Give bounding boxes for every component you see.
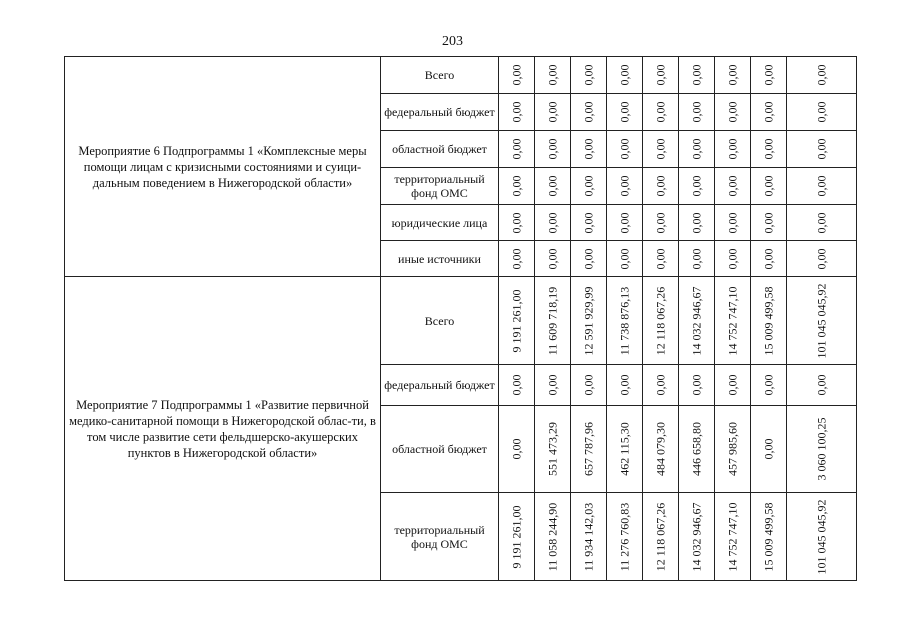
funding-source: областной бюджет: [381, 406, 499, 493]
table-row: [65, 277, 857, 365]
funding-source: иные источники: [381, 241, 499, 277]
value-cell: 0,00: [787, 205, 857, 241]
value-cell: 12 118 067,26: [643, 493, 679, 581]
value-cell: 0,00: [535, 365, 571, 406]
value-cell: 0,00: [643, 205, 679, 241]
funding-source: федеральный бюджет: [381, 365, 499, 406]
value-cell: 0,00: [535, 131, 571, 168]
value-cell: 0,00: [751, 365, 787, 406]
value-cell: 0,00: [679, 365, 715, 406]
value-cell: 0,00: [607, 205, 643, 241]
value-cell: 0,00: [499, 131, 535, 168]
value-cell: 101 045 045,92: [787, 277, 857, 365]
value-cell: 0,00: [787, 57, 857, 94]
value-cell: 0,00: [787, 131, 857, 168]
value-cell: 9 191 261,00: [499, 277, 535, 365]
value-cell: 0,00: [535, 94, 571, 131]
value-cell: 0,00: [571, 241, 607, 277]
value-cell: 0,00: [751, 241, 787, 277]
page-number: 203: [442, 34, 463, 49]
value-cell: 11 738 876,13: [607, 277, 643, 365]
value-cell: 0,00: [751, 168, 787, 205]
value-cell: 14 752 747,10: [715, 277, 751, 365]
value-cell: 0,00: [607, 241, 643, 277]
value-cell: 446 658,80: [679, 406, 715, 493]
value-cell: 0,00: [499, 205, 535, 241]
value-cell: 0,00: [787, 94, 857, 131]
value-cell: 0,00: [499, 365, 535, 406]
funding-source: территориальный фонд ОМС: [381, 493, 499, 581]
value-cell: 0,00: [715, 94, 751, 131]
value-cell: 457 985,60: [715, 406, 751, 493]
value-cell: 0,00: [679, 241, 715, 277]
value-cell: 0,00: [499, 168, 535, 205]
value-cell: 0,00: [643, 168, 679, 205]
value-cell: 0,00: [643, 131, 679, 168]
value-cell: 484 079,30: [643, 406, 679, 493]
value-cell: 0,00: [571, 57, 607, 94]
value-cell: 0,00: [571, 168, 607, 205]
value-cell: 0,00: [607, 365, 643, 406]
value-cell: 0,00: [715, 168, 751, 205]
value-cell: 0,00: [751, 406, 787, 493]
value-cell: 101 045 045,92: [787, 493, 857, 581]
value-cell: 0,00: [715, 131, 751, 168]
value-cell: 0,00: [499, 94, 535, 131]
value-cell: 0,00: [715, 241, 751, 277]
value-cell: 0,00: [535, 168, 571, 205]
value-cell: 0,00: [643, 241, 679, 277]
value-cell: 12 591 929,99: [571, 277, 607, 365]
value-cell: 11 934 142,03: [571, 493, 607, 581]
event-title-7: Мероприятие 7 Подпрограммы 1 «Развитие первичной медико-санитарной помощи в Нижегородской облас-ти, в том числе развитие сети фельдшерско-акушерских пунктов в Нижегородской области»: [65, 277, 381, 581]
funding-source: Всего: [381, 277, 499, 365]
value-cell: 0,00: [607, 168, 643, 205]
value-cell: 0,00: [751, 57, 787, 94]
value-cell: 0,00: [715, 365, 751, 406]
value-cell: 0,00: [571, 365, 607, 406]
value-cell: 11 609 718,19: [535, 277, 571, 365]
value-cell: 0,00: [643, 57, 679, 94]
value-cell: 0,00: [571, 205, 607, 241]
value-cell: 462 115,30: [607, 406, 643, 493]
funding-source: федеральный бюджет: [381, 94, 499, 131]
value-cell: 551 473,29: [535, 406, 571, 493]
value-cell: 11 058 244,90: [535, 493, 571, 581]
value-cell: 0,00: [499, 406, 535, 493]
value-cell: 0,00: [535, 57, 571, 94]
value-cell: 0,00: [499, 241, 535, 277]
value-cell: 0,00: [751, 94, 787, 131]
value-cell: 0,00: [643, 94, 679, 131]
value-cell: 0,00: [643, 365, 679, 406]
value-cell: 657 787,96: [571, 406, 607, 493]
value-cell: 15 009 499,58: [751, 493, 787, 581]
value-cell: 9 191 261,00: [499, 493, 535, 581]
value-cell: 15 009 499,58: [751, 277, 787, 365]
funding-source: территориальный фонд ОМС: [381, 168, 499, 205]
value-cell: 11 276 760,83: [607, 493, 643, 581]
value-cell: 0,00: [787, 241, 857, 277]
budget-table: [64, 56, 857, 581]
value-cell: 0,00: [571, 131, 607, 168]
value-cell: 0,00: [679, 205, 715, 241]
value-cell: 0,00: [715, 205, 751, 241]
value-cell: 0,00: [607, 57, 643, 94]
value-cell: 0,00: [535, 205, 571, 241]
value-cell: 0,00: [787, 168, 857, 205]
event-title-6: Мероприятие 6 Подпрограммы 1 «Комплексные меры помощи лицам с кризисными состояниями и суици-дальным поведением в Нижегородской области»: [65, 57, 381, 277]
value-cell: 0,00: [535, 241, 571, 277]
value-cell: 0,00: [787, 365, 857, 406]
value-cell: 0,00: [679, 57, 715, 94]
value-cell: 3 060 100,25: [787, 406, 857, 493]
value-cell: 0,00: [607, 131, 643, 168]
value-cell: 0,00: [751, 205, 787, 241]
funding-source: юридические лица: [381, 205, 499, 241]
value-cell: 0,00: [679, 131, 715, 168]
value-cell: 0,00: [679, 168, 715, 205]
value-cell: 14 032 946,67: [679, 277, 715, 365]
value-cell: 0,00: [607, 94, 643, 131]
value-cell: 0,00: [715, 57, 751, 94]
value-cell: 12 118 067,26: [643, 277, 679, 365]
value-cell: 14 032 946,67: [679, 493, 715, 581]
value-cell: 0,00: [679, 94, 715, 131]
value-cell: 0,00: [499, 57, 535, 94]
funding-source: Всего: [381, 57, 499, 94]
table-row: [65, 57, 857, 94]
value-cell: 0,00: [751, 131, 787, 168]
table-body: [65, 57, 857, 581]
value-cell: 0,00: [571, 94, 607, 131]
funding-source: областной бюджет: [381, 131, 499, 168]
value-cell: 14 752 747,10: [715, 493, 751, 581]
